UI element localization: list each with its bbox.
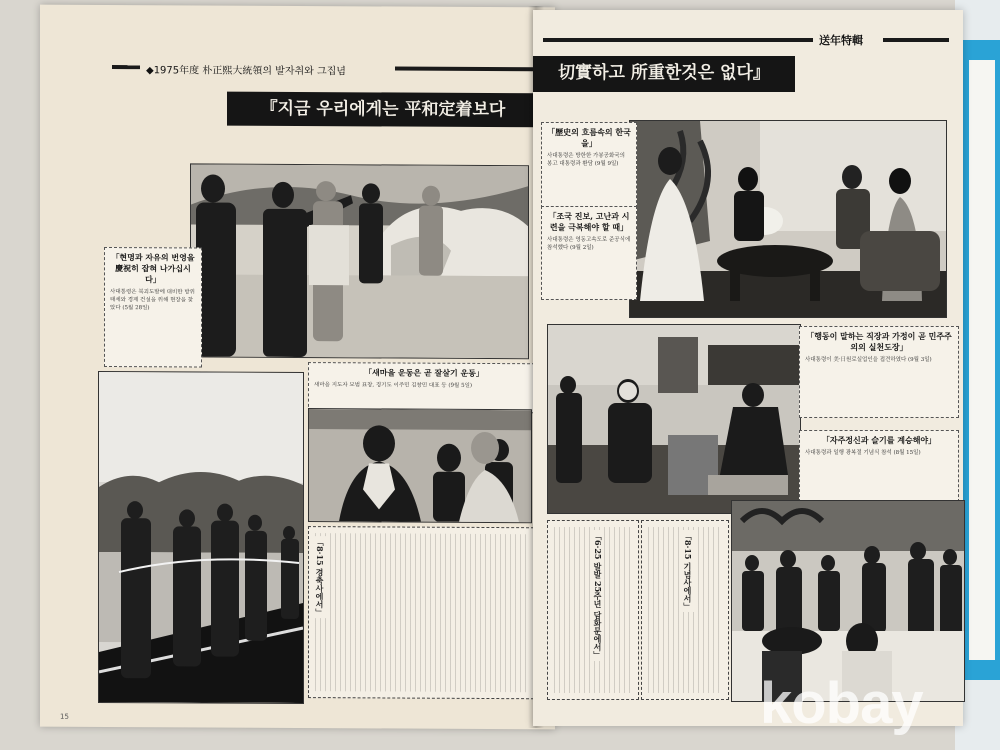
caption-4 <box>541 206 637 300</box>
caption-1-title: 「현명과 자유의 번영을 慶祝히 잡혀 나가십시다」 <box>111 252 195 285</box>
caption-1 <box>104 247 202 368</box>
caption-2-title: 「새마을 운동은 곧 잘살기 운동」 <box>364 367 484 378</box>
left-page <box>40 5 555 730</box>
caption-5-title: 「행동이 말하는 직장과 가정이 곧 민주주의의 실천도장」 <box>806 331 952 352</box>
caption-1-body: 사대통령은 북괴도발에 대비한 방위태세와 경제 건설을 위해 현장을 찾았다 (5월 28일) <box>110 289 195 312</box>
watermark-logo: kobay <box>760 671 923 736</box>
caption-3 <box>541 122 637 208</box>
caption-2 <box>308 362 540 413</box>
caption-2-body: 새마을 지도자 모범 표창, 경기도 이주민 김창민 대표 등 (9월 5일) <box>314 382 473 389</box>
vertical-title-3: 「8·15 기념사에서」 <box>683 532 693 611</box>
page-number-left: 15 <box>60 712 69 721</box>
vertical-title-1: 「8·15 경축사에서」 <box>315 536 326 618</box>
text-block-left <box>308 526 534 699</box>
header-left-label: ◆1975年度 朴正熙大統領의 발자취와 그집념 <box>146 65 346 78</box>
photo-state-reception <box>629 120 947 318</box>
header-rule-right-page-left <box>543 38 813 42</box>
photo-medal-ceremony <box>308 408 532 523</box>
headline-part2: 切實하고 所重한것은 없다』 <box>533 56 795 92</box>
caption-4-title: 「조국 진보, 고난과 시련을 극복해야 할 때」 <box>548 211 630 232</box>
caption-3-title: 「歷史의 흐름속의 한국을」 <box>547 127 631 148</box>
photo-field-inspection <box>190 163 529 359</box>
photo-meeting <box>547 324 801 514</box>
caption-6 <box>799 430 959 502</box>
caption-6-body: 사대통령과 일행 광복절 기념식 참석 (8월 15일) <box>805 450 921 456</box>
header-rule-right <box>395 67 535 72</box>
caption-4-body: 사대통령은 영동고속도로 준공식에 참석했다 (9월 2일) <box>547 237 631 251</box>
headline-part1: 『지금 우리에게는 平和定着보다 <box>227 92 539 128</box>
right-page <box>533 10 963 726</box>
caption-6-title: 「자주정신과 슬기를 계승해야」 <box>821 435 937 445</box>
caption-5 <box>799 326 959 418</box>
caption-5-body: 사대통령이 美·日원로실업인을 접견하였다 (9월 3일) <box>805 357 932 363</box>
photo-ribbon-cutting <box>98 371 304 704</box>
caption-3-body: 사대통령은 방한한 가봉공화국의 봉고 대통령과 환담 (9월 9일) <box>547 153 625 167</box>
header-right-label: 送年特輯 <box>819 34 863 47</box>
header-rule-left <box>112 65 140 69</box>
header-rule-right-page-right <box>883 38 949 42</box>
vertical-title-2: 「6·25 발발 25주년 담화문에서」 <box>593 532 603 659</box>
